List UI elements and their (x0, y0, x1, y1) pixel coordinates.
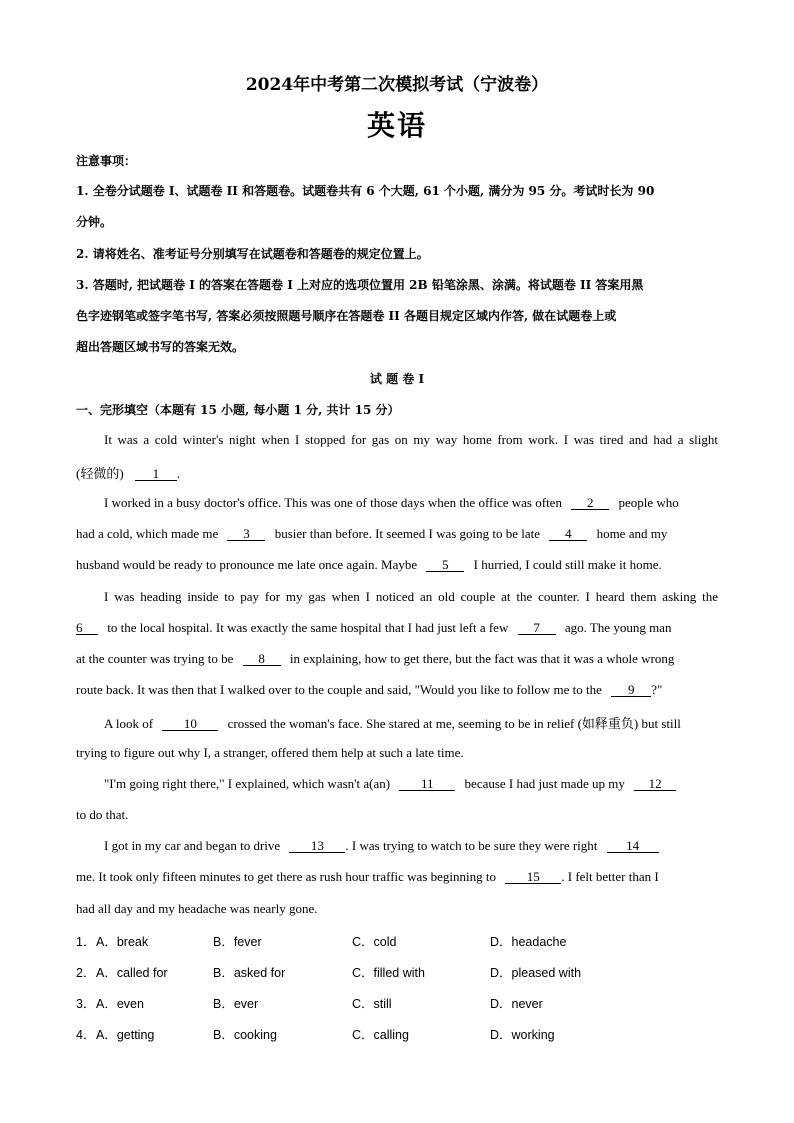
option-c[interactable]: C．still (352, 997, 392, 1011)
option-c[interactable]: C．filled with (352, 966, 425, 980)
note-3-line-3: 超出答题区域书写的答案无效。 (76, 340, 245, 354)
paper-title: 试 题 卷 I (369, 372, 425, 386)
subject-title: 英语 (366, 109, 427, 142)
option-b[interactable]: B．ever (213, 997, 259, 1011)
passage-line: I got in my car and began to drive 13 . I was trying to watch to be sure they were right 14 (104, 838, 718, 854)
passage-line: 6 to the local hospital. It was exactly the same hospital that I had just left a few 7 ago. The young man (76, 620, 672, 635)
gloss: (轻微的) (76, 466, 124, 481)
option-a[interactable]: A．called for (96, 966, 168, 980)
blank-4: 4 (549, 527, 587, 541)
passage-line: had a cold, which made me 3 busier than before. It seemed I was going to be late 4 home and my (76, 526, 668, 541)
blank-15: 15 (505, 870, 561, 884)
option-a[interactable]: A．break (96, 935, 149, 949)
option-c[interactable]: C．calling (352, 1028, 409, 1042)
passage-line: husband would be ready to pronounce me late once again. Maybe 5 I hurried, I could still make it home. (76, 557, 662, 572)
option-d[interactable]: D．never (490, 997, 543, 1011)
option-b[interactable]: B．fever (213, 935, 262, 949)
passage-line: trying to figure out why I, a stranger, offered them help at such a late time. (76, 745, 464, 760)
blank-14: 14 (607, 839, 659, 853)
question-number: 1． (76, 935, 96, 949)
passage-line: I worked in a busy doctor's office. This was one of those days when the office was often 2 people who (104, 495, 679, 510)
option-d[interactable]: D．pleased with (490, 966, 582, 980)
passage-line: had all day and my headache was nearly gone. (76, 901, 318, 916)
blank-8: 8 (243, 652, 281, 666)
blank-7: 7 (518, 621, 556, 635)
question-number: 2． (76, 966, 96, 980)
blank-5: 5 (426, 558, 464, 572)
option-c[interactable]: C．cold (352, 935, 397, 949)
option-d[interactable]: D．headache (490, 935, 567, 949)
passage-line: "I'm going right there," I explained, which wasn't a(an) 11 because I had just made up my 12 (104, 776, 718, 792)
blank-13: 13 (289, 839, 345, 853)
note-3-line-2: 色字迹钢笔或签字笔书写, 答案必须按照题号顺序在答题卷 II 各题目规定区域内作答, 做在试题卷上或 (76, 309, 617, 323)
note-2: 2. 请将姓名、准考证号分别填写在试题卷和答题卷的规定位置上。 (76, 247, 429, 261)
blank-1: 1 (135, 467, 177, 481)
option-b[interactable]: B．asked for (213, 966, 286, 980)
passage-line: (轻微的) 1 . (76, 466, 181, 481)
part1-title: 一、完形填空（本题有 15 小题, 每小题 1 分, 共计 15 分） (76, 403, 400, 417)
passage-line: at the counter was trying to be 8 in explaining, how to get there, but the fact was that it was a whole wrong (76, 651, 675, 666)
passage-line: A look of 10 crossed the woman's face. She stared at me, seeming to be in relief (如释重负) but still (104, 716, 681, 731)
exam-title: 2024年中考第二次模拟考试（宁波卷） (245, 75, 549, 95)
option-b[interactable]: B．cooking (213, 1028, 277, 1042)
blank-9: 9 (611, 683, 651, 697)
blank-10: 10 (162, 717, 218, 731)
question-number: 4． (76, 1028, 96, 1042)
blank-2: 2 (571, 496, 609, 510)
blank-11: 11 (399, 777, 455, 791)
passage-line: I was heading inside to pay for my gas when I noticed an old couple at the counter. I heard them asking the (104, 589, 718, 604)
passage-line: route back. It was then that I walked over to the couple and said, "Would you like to follow me to the 9 ?" (76, 682, 663, 697)
question-number: 3． (76, 997, 96, 1011)
option-a[interactable]: A．getting (96, 1028, 155, 1042)
blank-3: 3 (227, 527, 265, 541)
passage-line: to do that. (76, 807, 129, 822)
option-d[interactable]: D．working (490, 1028, 555, 1042)
note-1-line-1: 1. 全卷分试题卷 I、试题卷 II 和答题卷。试题卷共有 6 个大题, 61 个小题, 满分为 95 分。考试时长为 90 (76, 184, 655, 198)
blank-6: 6 (76, 621, 98, 635)
notes-heading: 注意事项： (76, 154, 137, 168)
note-1-line-2: 分钟。 (76, 215, 113, 229)
note-3-line-1: 3. 答题时, 把试题卷 I 的答案在答题卷 I 上对应的选项位置用 2B 铅笔涂黑、涂满。将试题卷 II 答案用黑 (76, 278, 644, 292)
passage-line: It was a cold winter's night when I stopped for gas on my way home from work. I was tired and had a slight (104, 432, 718, 447)
option-a[interactable]: A．even (96, 997, 144, 1011)
blank-12: 12 (634, 777, 676, 791)
passage-line: me. It took only fifteen minutes to get there as rush hour traffic was beginning to 15 . I felt better than I (76, 869, 659, 884)
